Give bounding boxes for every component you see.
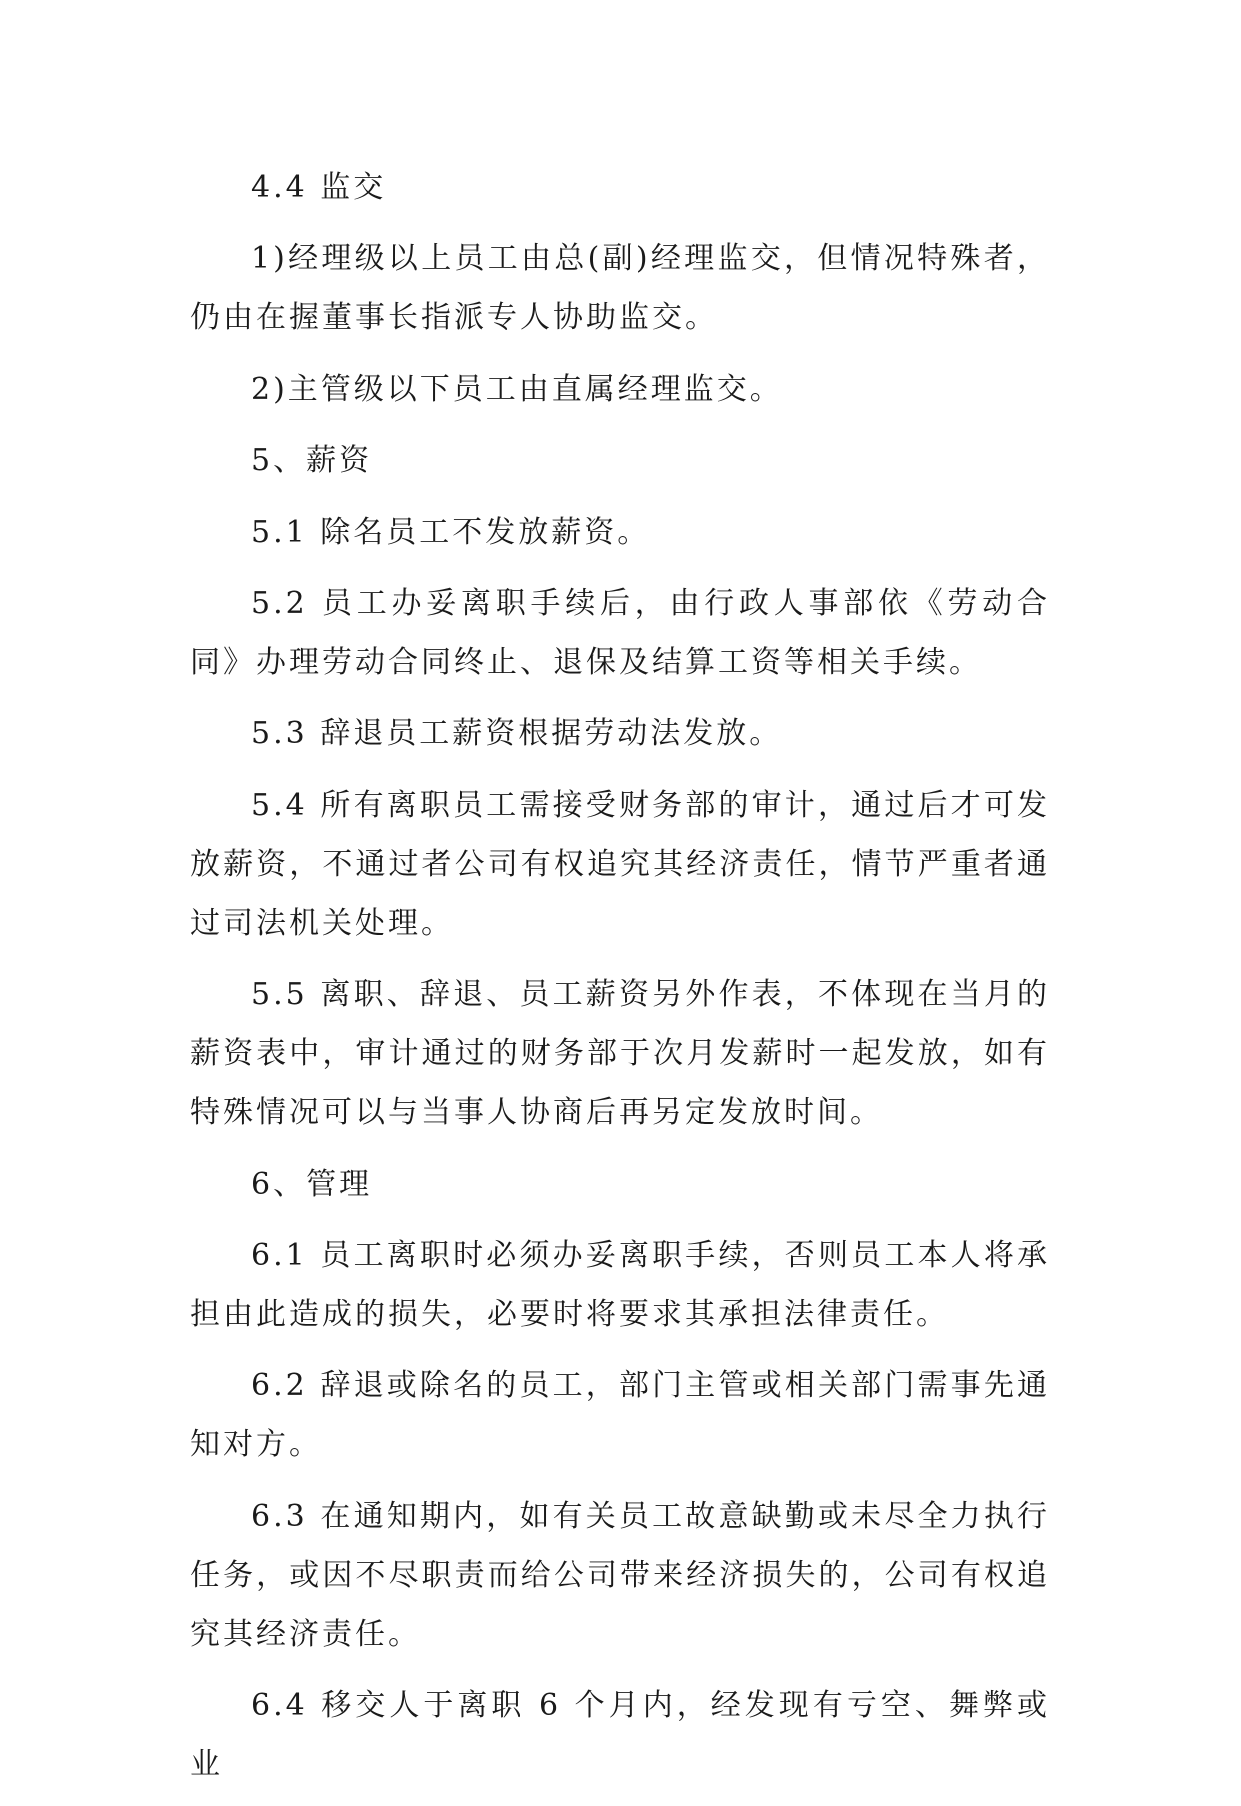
paragraph-4-4-1: 1)经理级以上员工由总(副)经理监交，但情况特殊者，仍由在握董事长指派专人协助监交。 [190, 241, 1050, 336]
section-heading-6: 6、管理 [251, 1166, 373, 1202]
paragraph-5-1: 5.1 除名员工不发放薪资。 [251, 514, 651, 550]
paragraph-6-3: 6.3 在通知期内，如有关员工故意缺勤或未尽全力执行任务，或因不尽职责而给公司带来经济损失的，公司有权追究其经济责任。 [190, 1498, 1050, 1652]
paragraph-5-4: 5.4 所有离职员工需接受财务部的审计，通过后才可发放薪资，不通过者公司有权追究其经济责任，情节严重者通过司法机关处理。 [190, 787, 1050, 941]
paragraph-4-4-2: 2)主管级以下员工由直属经理监交。 [251, 371, 783, 407]
paragraph-5-5: 5.5 离职、辞退、员工薪资另外作表，不体现在当月的薪资表中，审计通过的财务部于次月发薪时一起发放，如有特殊情况可以与当事人协商后再另定发放时间。 [190, 977, 1050, 1131]
paragraph-6-2: 6.2 辞退或除名的员工，部门主管或相关部门需事先通知对方。 [190, 1368, 1050, 1463]
paragraph-6-1: 6.1 员工离职时必须办妥离职手续，否则员工本人将承担由此造成的损失，必要时将要求其承担法律责任。 [190, 1237, 1050, 1332]
document-body [190, 158, 1050, 1806]
paragraph-5-3: 5.3 辞退员工薪资根据劳动法发放。 [251, 716, 783, 752]
section-heading-5: 5、薪资 [251, 443, 373, 479]
paragraph-6-4: 6.4 移交人于离职 6 个月内，经发现有亏空、舞弊或业 [190, 1688, 1050, 1783]
section-heading-4-4: 4.4 监交 [251, 170, 387, 205]
paragraph-5-2: 5.2 员工办妥离职手续后，由行政人事部依《劳动合同》办理劳动合同终止、退保及结算工资等相关手续。 [190, 585, 1050, 680]
